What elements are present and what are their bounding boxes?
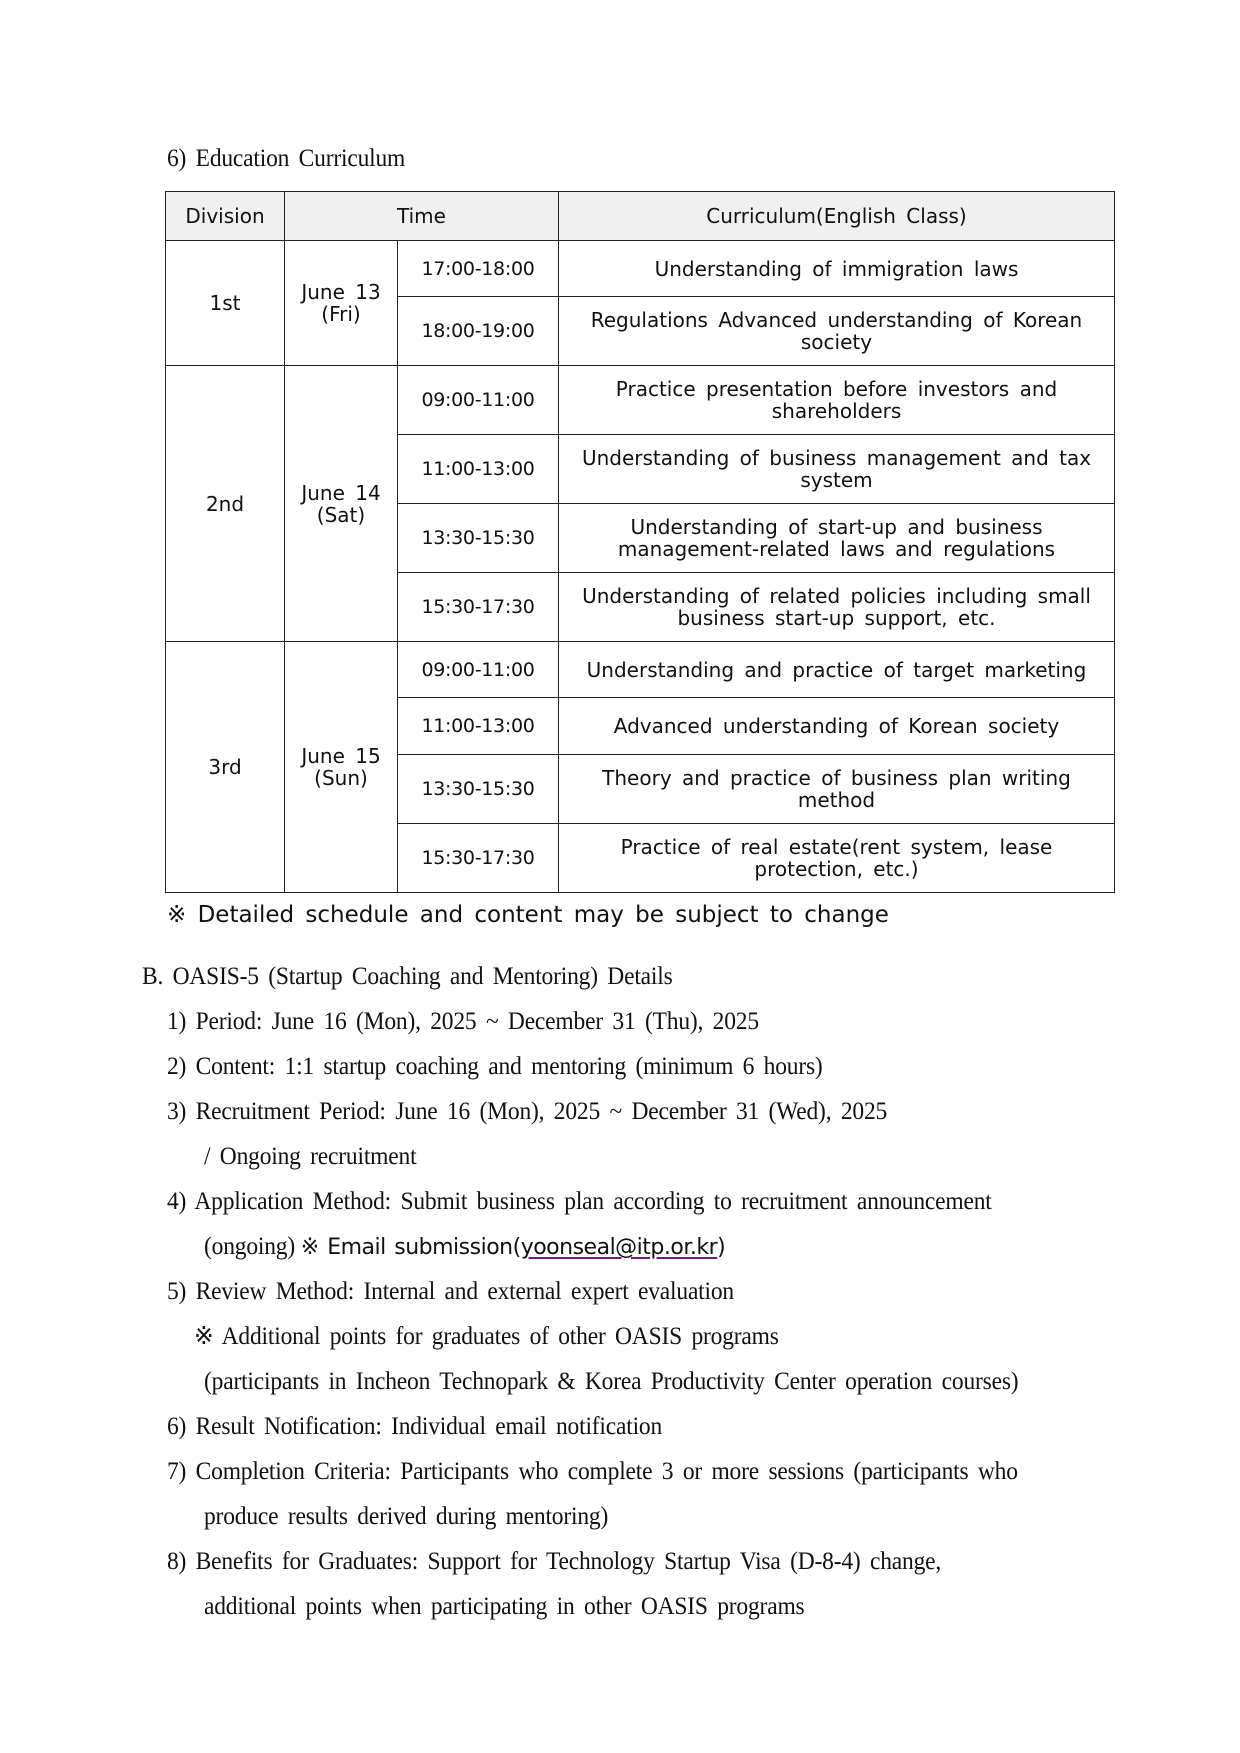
item-review-note: ※ Additional points for graduates of other OASIS programs — [194, 1323, 779, 1350]
item-result: 6) Result Notification: Individual email notification — [167, 1413, 663, 1440]
topic-cell: Practice of real estate(rent system, lease protection, etc.) — [559, 824, 1115, 893]
time-cell: 17:00-18:00 — [398, 241, 559, 297]
item-recruitment-cont: / Ongoing recruitment — [204, 1143, 417, 1170]
header-division: Division — [166, 192, 285, 241]
oasis5-heading: B. OASIS-5 (Startup Coaching and Mentoring) Details — [142, 963, 673, 990]
item-content: 2) Content: 1:1 startup coaching and mentoring (minimum 6 hours) — [167, 1053, 823, 1080]
date-weekday: (Sun) — [314, 766, 368, 790]
item-completion: 7) Completion Criteria: Participants who complete 3 or more sessions (participants who — [167, 1458, 1018, 1485]
email-link[interactable]: yoonseal@itp.or.kr — [520, 1235, 718, 1260]
item-application: 4) Application Method: Submit business plan according to recruitment announcement — [167, 1188, 992, 1215]
section-title: 6) Education Curriculum — [167, 145, 406, 172]
time-cell: 11:00-13:00 — [398, 698, 559, 755]
item-review: 5) Review Method: Internal and external expert evaluation — [167, 1278, 734, 1305]
date-cell — [285, 366, 398, 642]
time-cell: 15:30-17:30 — [398, 824, 559, 893]
division-cell: 1st — [166, 241, 285, 366]
schedule-change-note: ※ Detailed schedule and content may be subject to change — [167, 902, 889, 928]
topic-cell: Understanding of related policies including small business start-up support, etc. — [559, 573, 1115, 642]
topic-cell: Understanding and practice of target marketing — [559, 642, 1115, 698]
division-cell: 3rd — [166, 642, 285, 893]
item-application-cont — [204, 1232, 725, 1265]
item-completion-cont: produce results derived during mentoring) — [204, 1503, 609, 1530]
date-weekday: (Fri) — [321, 302, 361, 326]
topic-cell: Theory and practice of business plan writing method — [559, 755, 1115, 824]
date-day: June 15 — [301, 744, 381, 768]
table-row — [166, 642, 1115, 698]
topic-cell: Understanding of immigration laws — [559, 241, 1115, 297]
date-cell — [285, 642, 398, 893]
time-cell: 13:30-15:30 — [398, 755, 559, 824]
date-day: June 13 — [301, 280, 381, 304]
item-period: 1) Period: June 16 (Mon), 2025 ~ December 31 (Thu), 2025 — [167, 1008, 759, 1035]
table-header-row — [166, 192, 1115, 241]
header-curriculum: Curriculum(English Class) — [559, 192, 1115, 241]
header-time: Time — [285, 192, 559, 241]
item-review-note-cont: (participants in Incheon Technopark & Korea Productivity Center operation courses) — [204, 1368, 1019, 1395]
time-cell: 09:00-11:00 — [398, 642, 559, 698]
item-benefits: 8) Benefits for Graduates: Support for Technology Startup Visa (D-8-4) change, — [167, 1548, 942, 1575]
date-day: June 14 — [301, 480, 381, 505]
time-cell: 18:00-19:00 — [398, 297, 559, 366]
time-cell: 13:30-15:30 — [398, 504, 559, 573]
time-cell: 15:30-17:30 — [398, 573, 559, 642]
date-cell — [285, 241, 398, 366]
time-cell: 09:00-11:00 — [398, 366, 559, 435]
item-recruitment: 3) Recruitment Period: June 16 (Mon), 2025 ~ December 31 (Wed), 2025 — [167, 1098, 888, 1125]
table-row — [166, 366, 1115, 435]
topic-cell: Understanding of business management and tax system — [559, 435, 1115, 504]
time-cell: 11:00-13:00 — [398, 435, 559, 504]
item-benefits-cont: additional points when participating in other OASIS programs — [204, 1593, 805, 1620]
division-cell: 2nd — [166, 366, 285, 642]
curriculum-table — [165, 191, 1115, 893]
topic-cell: Advanced understanding of Korean society — [559, 698, 1115, 755]
email-suffix: ) — [717, 1235, 726, 1260]
topic-cell: Regulations Advanced understanding of Korean society — [559, 297, 1115, 366]
email-label: ※ Email submission( — [300, 1235, 521, 1260]
date-weekday: (Sat) — [316, 502, 366, 527]
topic-cell: Understanding of start-up and business management-related laws and regulations — [559, 504, 1115, 573]
topic-cell: Practice presentation before investors and shareholders — [559, 366, 1115, 435]
table-row — [166, 241, 1115, 297]
application-ongoing: (ongoing) — [204, 1233, 295, 1260]
